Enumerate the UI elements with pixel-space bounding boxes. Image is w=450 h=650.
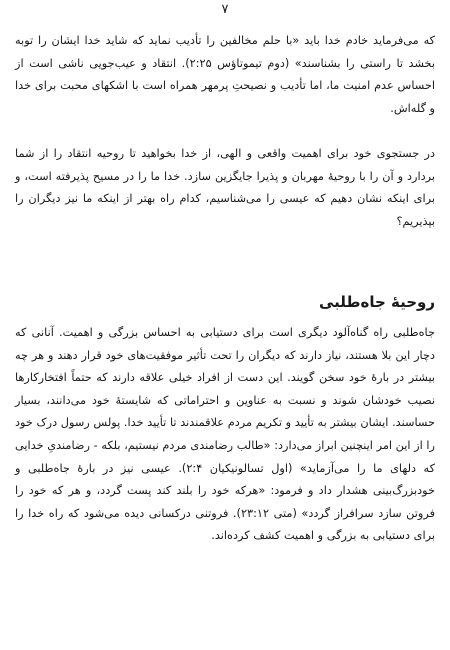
paragraph-ambition: جاه‌طلبی راه گناه‌آلود دیگری است برای دستیابی به احساس بزرگی و اهمیت. آنانی که دچار این بلا هستند، نیاز دارند که دیگران را تحت تأثیر موفقیت‌های خود قرار دهند و هر چه بیشتر در بارهٔ خود سخن گویند. این دست از افراد خیلی علاقه دارند که حتماً افتخارکارها نصیب خودشان شوند و نسبت به عناوین و احتراماتی که شایستهٔ خود می‌دانند، بسیار حساسند. ایشان بیشتر به تأیید و تکریم مردم علاقمندند تا تأیید خدا. پولس رسول درک خود را از این امر اینچنین ابراز می‌دارد: «طالب رضامندی مردم نیستیم، بلکه - رضامندیِ خدایی که دلهای ما را می‌آزماید» (اول تسالونیکیان ۲:۴). عیسی نیز در بارهٔ جاه‌طلبی و خودبزرگ‌بینی هشدار داد و فرمود: «هرکه خود را بلند کند پست گردد، و هر که خود را فروتن سازد سرافراز گردد» (متی ۲۳:۱۲). فروتنی درکسانی دیده می‌شود که راه خدا را برای دستیابی به بزرگی و اهمیت کشف کرده‌اند. (15, 326, 435, 543)
page-number: ۷ (221, 2, 229, 17)
section-heading-ambition: روحیهٔ جاه‌طلبی (318, 293, 435, 311)
paragraph-acceptance: در جستجوی خود برای اهمیت واقعی و الهی، از خدا بخواهید تا روحیه انتقاد را از شما بردارد و آن را با روحیهٔ مهربان و پذیرا جایگزین سازد. خدا ما را در مسیح پذیرفته است، و برای اینکه نشان دهیم که عیسی را می‌شناسیم، کدام راه بهتر از اینکه ما نیز دیگران را بپذیریم؟ (15, 147, 435, 228)
paragraph-admonition: که می‌فرماید خادم خدا باید «با حلم مخالفین را تأدیب نماید که شاید خدا ایشان را توبه بخشد تا راستی را بشناسند» (دوم تیموتاؤس ۲:۲۵). انتقاد و عیب‌جویی ناشی است از احساس عدم امنیت ما، اما تأدیب و نصیحتِ پرمهر همراه است با اشکهای محبت برای خدا و گله‌اش. (15, 34, 435, 115)
